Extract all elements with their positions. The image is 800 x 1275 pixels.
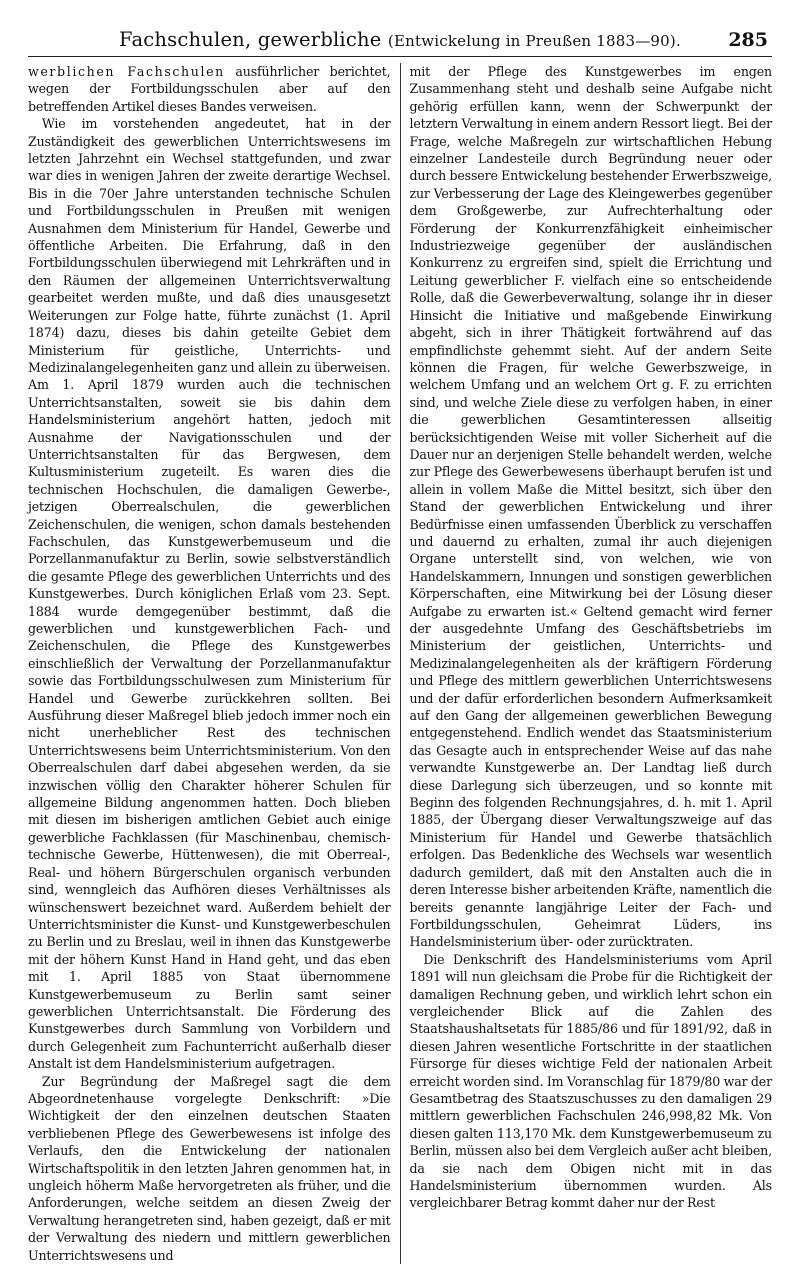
header-title-main: Fachschulen, gewerbliche	[119, 28, 382, 51]
right-column	[400, 63, 772, 1264]
left-paragraph-1-lead: werblichen Fachschulen	[28, 64, 225, 79]
right-paragraph-2: Die Denkschrift des Handelsministeriums vom April 1891 will nun gleichsam die Probe für die Richtigkeit der damaligen Rechnung geben, und wirklich lehrt schon ein vergleichender Blick auf die Zahlen des Staatshaushaltsetats für 1885/86 und für 1891/92, daß in diesen Jahren wesentliche Fortschritte in der staatlichen Fürsorge für dieses wichtige Feld der nationalen Arbeit erreicht worden sind. Im Voranschlag für 1879/80 war der Gesamtbetrag des Staatszuschusses zu den damaligen 29 mittlern gewerblichen Fachschulen 246,998,82 Mk. Von diesen galten 113,170 Mk. dem Kunstgewerbemuseum zu Berlin, müssen also bei dem Vergleich außer acht bleiben, da sie nach dem Obigen nicht mit in das Handelsministerium übernommen wurden. Als vergleichbarer Betrag kommt daher nur der Rest	[409, 951, 772, 1211]
running-header	[28, 26, 772, 57]
text-columns	[28, 63, 772, 1264]
page-number: 285	[728, 29, 768, 51]
right-paragraph-1: mit der Pflege des Kunstgewerbes im engen Zusammenhang steht und deshalb seine Aufgabe nicht gehörig erfüllen kann, wenn der Schwerpunkt der letztern Verwaltung in einem andern Ressort liegt. Bei der Frage, welche Maßregeln zur wirtschaftlichen Hebung einzelner Landesteile durch Begründung neuer oder durch bessere Entwickelung bestehender Erwerbszweige, zur Verbesserung der Lage des Kleingewerbes gegenüber dem Großgewerbe, zur Aufrechterhaltung oder Förderung der Konkurrenzfähigkeit einheimischer Industriezweige gegenüber der ausländischen Konkurrenz zu ergreifen sind, spielt die Errichtung und Leitung gewerblicher F. vielfach eine so entscheidende Rolle, daß die Gewerbeverwaltung, solange ihr in dieser Hinsicht die Initiative und maßgebende Einwirkung abgeht, sich in ihrer Thätigkeit fortwährend auf das empfindlichste gehemmt sieht. Auf der andern Seite können die Fragen, für welche Gewerbszweige, in welchem Umfang und an welchem Ort g. F. zu errichten sind, und welche Ziele diese zu verfolgen haben, in einer die gewerblichen Gesamtinteressen allseitig berücksichtigenden Weise mit voller Sicherheit auf die Dauer nur an derjenigen Stelle behandelt werden, welche zur Pflege des Gewerbewesens überhaupt berufen ist und allein in vollem Maße die Mittel besitzt, sich über den Stand der gewerblichen Entwickelung und ihrer Bedürfnisse einen umfassenden Überblick zu verschaffen und dauernd zu erhalten, zumal ihr auch diejenigen Organe unterstellt sind, von welchen, wie von Handelskammern, Innungen und sonstigen gewerblichen Körperschaften, eine Mitwirkung bei der Lösung dieser Aufgabe zu erwarten ist.« Geltend gemacht wird ferner der ausgedehnte Umfang des Geschäftsbetriebs im Ministerium der geistlichen, Unterrichts- und Medizinalangelegenheiten als der kräftigern Förderung und Pflege des mittlern gewerblichen Unterrichtswesens und der dafür erforderlichen besondern Aufmerksamkeit auf den Gang der allgemeinen gewerblichen Bewegung entgegenstehend. Endlich wendet das Staatsministerium das Gesagte auch in entsprechender Weise auf das nahe verwandte Kunstgewerbe an. Der Landtag ließ durch diese Darlegung sich überzeugen, und so konnte mit Beginn des folgenden Rechnungsjahres, d. h. mit 1. April 1885, der Übergang dieser Verwaltungszweige auf das Ministerium für Handel und Gewerbe thatsächlich erfolgen. Das Bedenkliche des Wechsels war wesentlich dadurch gemildert, daß mit den Anstalten auch die in deren Interesse bisher arbeitenden Kräfte, namentlich die bereits genannte langjährige Leiter der Fach- und Fortbildungsschulen, Geheimrat Lüders, ins Handelsministerium über- oder zurücktraten.	[409, 64, 772, 950]
left-column	[28, 63, 400, 1264]
left-paragraph-1-rest: ausführlicher berichtet, wegen der Fortbildungsschulen aber auf den betreffenden Artikel dieses Bandes verweisen.	[28, 64, 391, 114]
left-paragraph-1	[28, 63, 391, 115]
left-paragraph-2: Wie im vorstehenden angedeutet, hat in der Zuständigkeit des gewerblichen Unterrichtswesens im letzten Jahrzehnt ein Wechsel stattgefunden, und zwar war dies in wenigen Jahren der zweite derartige Wechsel. Bis in die 70er Jahre unterstanden technische Schulen und Fortbildungsschulen in Preußen mit wenigen Ausnahmen dem Ministerium für Handel, Gewerbe und öffentliche Arbeiten. Die Erfahrung, daß in den Fortbildungsschulen überwiegend mit Lehrkräften und in den Räumen der allgemeinen Unterrichtsverwaltung gearbeitet werden mußte, und daß dies unausgesetzt Weiterungen zur Folge hatte, führte zunächst (1. April 1874) dazu, dieses bis dahin geteilte Gebiet dem Ministerium für geistliche, Unterrichts- und Medizinalangelegenheiten ganz und allein zu überweisen. Am 1. April 1879 wurden auch die technischen Unterrichtsanstalten, soweit sie bis dahin dem Handelsministerium angehört hatten, jedoch mit Ausnahme der Navigationsschulen und der Unterrichtsanstalten für das Bergwesen, dem Kultusministerium zugeteilt. Es waren dies die technischen Hochschulen, die damaligen Gewerbe-, jetzigen Oberrealschulen, die gewerblichen Zeichenschulen, die wenigen, schon damals bestehenden Fachschulen, das Kunstgewerbemuseum und die Porzellanmanufaktur zu Berlin, sowie selbstverständlich die gesamte Pflege des gewerblichen Unterrichts und des Kunstgewerbes. Durch königlichen Erlaß vom 23. Sept. 1884 wurde demgegenüber bestimmt, daß die gewerblichen und kunstgewerblichen Fach- und Zeichenschulen, die Pflege des Kunstgewerbes einschließlich der Verwaltung der Porzellanmanufaktur sowie das Fortbildungsschulwesen zum Ministerium für Handel und Gewerbe zurückkehren sollten. Bei Ausführung dieser Maßregel blieb jedoch immer noch ein nicht unerheblicher Rest des technischen Unterrichtswesens beim Unterrichtsministerium. Von den Oberrealschulen darf dabei abgesehen werden, da sie inzwischen völlig den Charakter höherer Schulen für allgemeine Bildung angenommen hatten. Doch blieben mit diesen im bisherigen amtlichen Gebiet auch einige gewerbliche Fachklassen (für Maschinenbau, chemisch-technische Gewerbe, Hüttenwesen), die mit Oberreal-, Real- und höhern Bürgerschulen organisch verbunden sind, wenngleich das Aufhören dieses Verhältnisses als wünschenswert bezeichnet ward. Außerdem behielt der Unterrichtsminister die Kunst- und Kunstgewerbeschulen zu Berlin und zu Breslau, weil in ihnen das Kunstgewerbe mit der höhern Kunst Hand in Hand geht, und das eben mit 1. April 1885 von Staat übernommene Kunstgewerbemuseum zu Berlin samt seiner gewerblichen Unterrichtsanstalt. Die Förderung des Kunstgewerbes durch Sammlung von Vorbildern und durch Gelegenheit zum Fachunterricht außerhalb dieser Anstalt ist dem Handelsministerium aufgetragen.	[28, 116, 391, 1072]
left-paragraph-3: Zur Begründung der Maßregel sagt die dem Abgeordnetenhause vorgelegte Denkschrift: »Die Wichtigkeit der den einzelnen deutschen Staaten verbliebenen Pflege des Gewerbewesens ist infolge des Verlaufs, den die Entwickelung der nationalen Wirtschaftspolitik in den letzten Jahren genommen hat, in ungleich höherm Maße hervorgetreten als früher, und die Anforderungen, welche seitdem an diesen Zweig der Verwaltung herangetreten sind, haben gezeigt, daß er mit der Verwaltung des niedern und mittlern gewerblichen Unterrichtswesens und	[28, 1073, 391, 1263]
header-title-subtitle: (Entwickelung in Preußen 1883—90).	[387, 32, 681, 50]
header-title	[119, 28, 681, 51]
